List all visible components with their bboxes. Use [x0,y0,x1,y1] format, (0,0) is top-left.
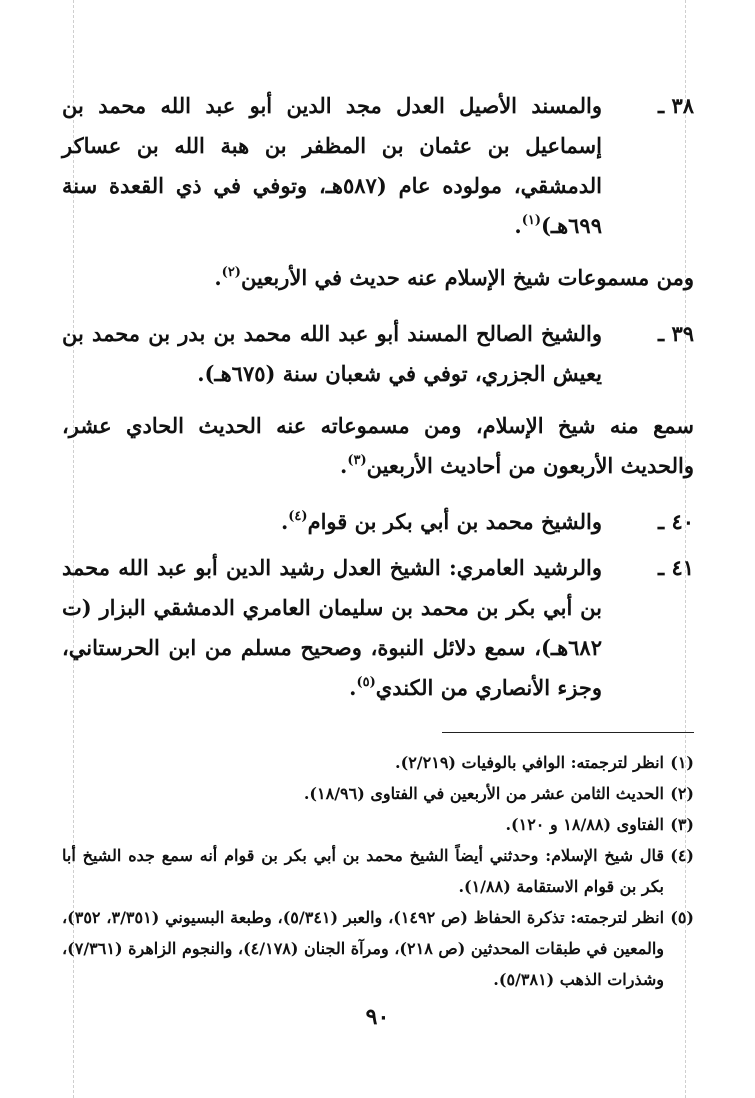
entry-38: ٣٨ ـ والمسند الأصيل العدل مجد الدين أبو عبد الله محمد بن إسماعيل بن عثمان بن المظفر بن هبة الله بن عساكر الدمشقي، مولوده عام (٥٨٧هـ، وتوفي في ذي القعدة سنة ٦٩٩هـ)$^{(١)}$. [62,86,694,246]
footnote-4 [62,840,694,902]
footnote-text: قال شيخ الإسلام: وحدثني أيضاً الشيخ محمد بن أبي بكر بن قوام أنه سمع جده الشيخ أبا بكر بن قوام الاستقامة (١/٨٨). [62,846,664,896]
entry-39 [62,314,694,394]
entry-text: والشيخ الصالح المسند أبو عبد الله محمد بن بدر بن محمد بن يعيش الجزري، توفي في شعبان سنة (٦٧٥هـ). [62,321,602,386]
document-page [62,86,694,995]
paragraph: ومن مسموعات شيخ الإسلام عنه حديث في الأربعين$^{(٢)}$. [214,265,694,290]
entry-40: ٤٠ ـ والشيخ محمد بن أبي بكر بن قوام$^{(٤)}$. [62,502,694,542]
footnote-number: (٣) [670,815,694,834]
footnote-3 [62,809,694,840]
entry-number: ٤١ ـ [657,555,694,580]
entry-text: والرشيد العامري: الشيخ العدل رشيد الدين أبو عبد الله محمد بن أبي بكر بن محمد بن سليمان العامري الدمشقي البزار (ت ٦٨٢هـ)، سمع دلائل النبوة، وصحيح مسلم من ابن الحرستاني، وجزء الأنصاري من الكندي [62,555,602,700]
footnote-2 [62,778,694,809]
footnote-text: الفتاوى (١٨/٨٨ و ١٢٠). [505,815,664,834]
footnote-5 [62,902,694,995]
entry-number: ٣٨ ـ [657,93,694,118]
footnote-ref[interactable]: (١) [521,213,541,228]
footnote-text: الحديث الثامن عشر من الأربعين في الفتاوى (١٨/٩٦). [303,784,664,803]
footnote-number: (٥) [670,908,694,927]
footnote-1 [62,747,694,778]
paragraph-text: سمع منه شيخ الإسلام، ومن مسموعاته عنه الحديث الحادي عشر، والحديث الأربعون من أحاديث الأربعين [62,413,694,478]
entry-text: والشيخ محمد بن أبي بكر بن قوام [307,509,602,534]
footnote-number: (٤) [670,846,694,865]
entry-number: ٣٩ ـ [657,321,694,346]
footnote-text: انظر لترجمته: تذكرة الحفاظ (ص ١٤٩٢)، والعبر (٥/٣٤١)، وطبعة البسيوني (٣/٣٥١، ٣٥٢)، والمعين في طبقات المحدثين (ص ٢١٨)، ومرآة الجنان (٤/١٧٨)، والنجوم الزاهرة (٧/٣٦١)، وشذرات الذهب (٥/٣٨١). [62,908,665,989]
footnote-ref[interactable]: (٥) [356,675,376,690]
entry-text: والمسند الأصيل العدل مجد الدين أبو عبد الله محمد بن إسماعيل بن عثمان بن المظفر بن هبة الله بن عساكر الدمشقي، مولوده عام (٥٨٧هـ، وتوفي في ذي القعدة سنة ٦٩٩هـ) [62,93,602,238]
page-number: ٩٠ [365,1004,390,1030]
footnote-text: انظر لترجمته: الوافي بالوفيات (٢/٢١٩). [395,753,664,772]
entry-41: ٤١ ـ والرشيد العامري: الشيخ العدل رشيد الدين أبو عبد الله محمد بن أبي بكر بن محمد بن سليمان العامري الدمشقي البزار (ت ٦٨٢هـ)، سمع دلائل النبوة، وصحيح مسلم من ابن الحرستاني، وجزء الأنصاري من الكندي$^{(٥)}$. [62,548,694,708]
footnote-ref[interactable]: (٢) [221,265,241,280]
paragraph-text: ومن مسموعات شيخ الإسلام عنه حديث في الأربعين [240,265,694,290]
footnote-number: (١) [670,753,694,772]
entry-number: ٤٠ ـ [657,509,694,534]
paragraph: سمع منه شيخ الإسلام، ومن مسموعاته عنه الحديث الحادي عشر، والحديث الأربعون من أحاديث الأربعين$^{(٣)}$. [62,413,694,478]
footnote-number: (٢) [670,784,694,803]
footnote-separator [442,732,694,733]
footnote-ref[interactable]: (٣) [347,453,367,468]
footnote-ref[interactable]: (٤) [288,509,308,524]
